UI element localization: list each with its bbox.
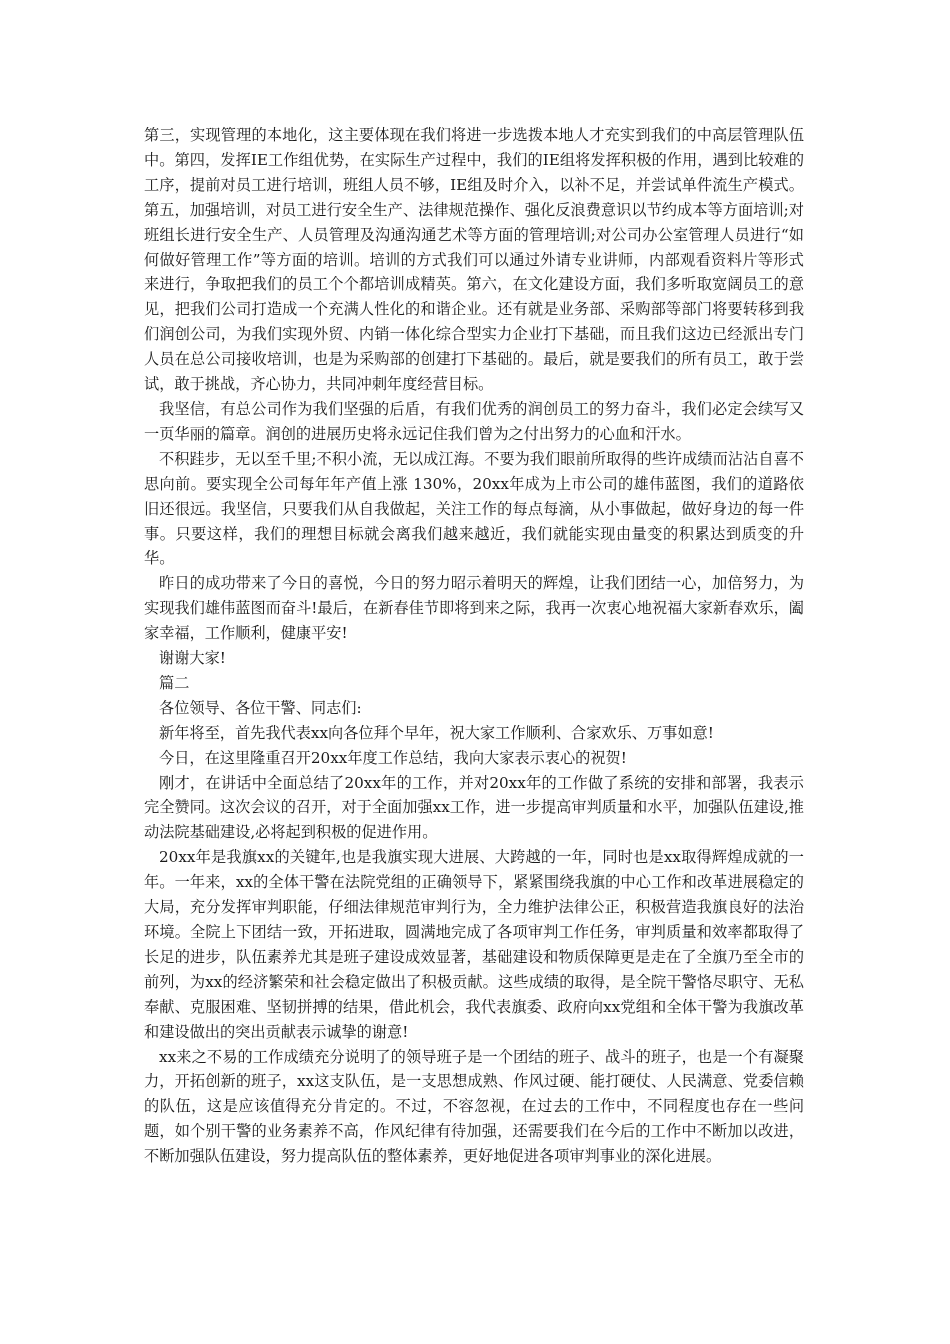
paragraph-thanks: 谢谢大家! xyxy=(159,649,226,668)
paragraph-belief: 我坚信，有总公司作为我们坚强的后盾，有我们优秀的润创员工的努力奋斗，我们必定会续写又一页华丽的篇章。润创的进展历史将永远记住我们曾为之付出努力的心血和汗水。 xyxy=(144,399,804,443)
paragraph-key-year: 20xx年是我旗xx的关键年,也是我旗实现大进展、大跨越的一年，同时也是xx取得辉煌成就的一年。一年来，xx的全体干警在法院党组的正确领导下，紧紧围绕我旗的中心工作和改革进展稳定的大局，充分发挥审判职能，仔细法律规范审判行为，全力维护法律公正，积极营造我旗良好的法治环境。全院上下团结一致，开拓进取，圆满地完成了各项审判工作任务，审判质量和效率都取得了长足的进步，队伍素养尤其是班子建设成效显著，基础建设和物质保障更是走在了全旗乃至全市的前列，为xx的经济繁荣和社会稳定做出了积极贡献。这些成绩的取得，是全院干警恪尽职守、无私奉献、克服困难、坚韧拼搏的结果，借此机会，我代表旗委、政府向xx党组和全体干警为我旗改革和建设做出的突出贡献表示诚挚的谢意! xyxy=(144,848,804,1041)
paragraph-step-by-step: 不积跬步，无以至千里;不积小流，无以成江海。不要为我们眼前所取得的些许成绩而沾沾自喜不思向前。要实现全公司每年年产值上涨 130%，20xx年成为上市公司的雄伟蓝图，我们的道路依旧还很远。我坚信，只要我们从自我做起，关注工作的每点每滴，从小事做起，做好身边的每一件事。只要这样，我们的理想目标就会离我们越来越近，我们就能实现由量变的积累达到质变的升华。 xyxy=(144,449,804,568)
document-body xyxy=(144,123,804,1169)
paragraph-team-achievements: xx来之不易的工作成绩充分说明了的领导班子是一个团结的班子、战斗的班子，也是一个有凝聚力，开拓创新的班子，xx这支队伍，是一支思想成熟、作风过硬、能打硬仗、人民满意、党委信赖的队伍，这是应该值得充分肯定的。不过，不容忽视，在过去的工作中，不同程度也存在一些问题，如个别干警的业务素养不高，作风纪律有待加强，还需要我们在今后的工作中不断加以改进，不断加强队伍建设，努力提高队伍的整体素养，更好地促进各项审判事业的深化进展。 xyxy=(144,1047,804,1166)
paragraph-summary-agreement: 刚才，在讲话中全面总结了20xx年的工作，并对20xx年的工作做了系统的安排和部署，我表示完全赞同。这次会议的召开，对于全面加强xx工作，进一步提高审判质量和水平，加强队伍建设,推动法院基础建设,必将起到积极的促进作用。 xyxy=(144,773,804,842)
section-heading-part-two: 篇二 xyxy=(159,673,190,692)
paragraph-management-localization: 第三，实现管理的本地化，这主要体现在我们将进一步选拨本地人才充实到我们的中高层管理队伍中。第四，发挥IE工作组优势，在实际生产过程中，我们的IE组将发挥积极的作用，遇到比较难的工序，提前对员工进行培训，班组人员不够，IE组及时介入，以补不足，并尝试单件流生产模式。第五，加强培训，对员工进行安全生产、法律规范操作、强化反浪费意识以节约成本等方面培训;对班组长进行安全生产、人员管理及沟通沟通艺术等方面的管理培训;对公司办公室管理人员进行“如何做好管理工作”等方面的培训。培训的方式我们可以通过外请专业讲师，内部观看资料片等形式来进行，争取把我们的员工个个都培训成精英。第六，在文化建设方面，我们多听取宽阔员工的意见，把我们公司打造成一个充满人性化的和谐企业。还有就是业务部、采购部等部门将要转移到我们润创公司，为我们实现外贸、内销一体化综合型实力企业打下基础，而且我们这边已经派出专门人员在总公司接收培训，也是为采购部的创建打下基础的。最后，就是要我们的所有员工，敢于尝试，敢于挑战，齐心协力，共同冲刺年度经营目标。 xyxy=(144,126,804,394)
paragraph-congratulations: 今日，在这里隆重召开20xx年度工作总结，我向大家表示衷心的祝贺! xyxy=(159,748,627,767)
paragraph-greeting: 各位领导、各位干警、同志们: xyxy=(159,698,362,717)
paragraph-new-year-wishes: 新年将至，首先我代表xx向各位拜个早年，祝大家工作顺利、合家欢乐、万事如意! xyxy=(159,723,714,742)
paragraph-yesterday-success: 昨日的成功带来了今日的喜悦，今日的努力昭示着明天的辉煌，让我们团结一心，加倍努力，为实现我们雄伟蓝图而奋斗!最后，在新春佳节即将到来之际，我再一次衷心地祝福大家新春欢乐，阖家幸福，工作顺利，健康平安! xyxy=(144,574,804,643)
